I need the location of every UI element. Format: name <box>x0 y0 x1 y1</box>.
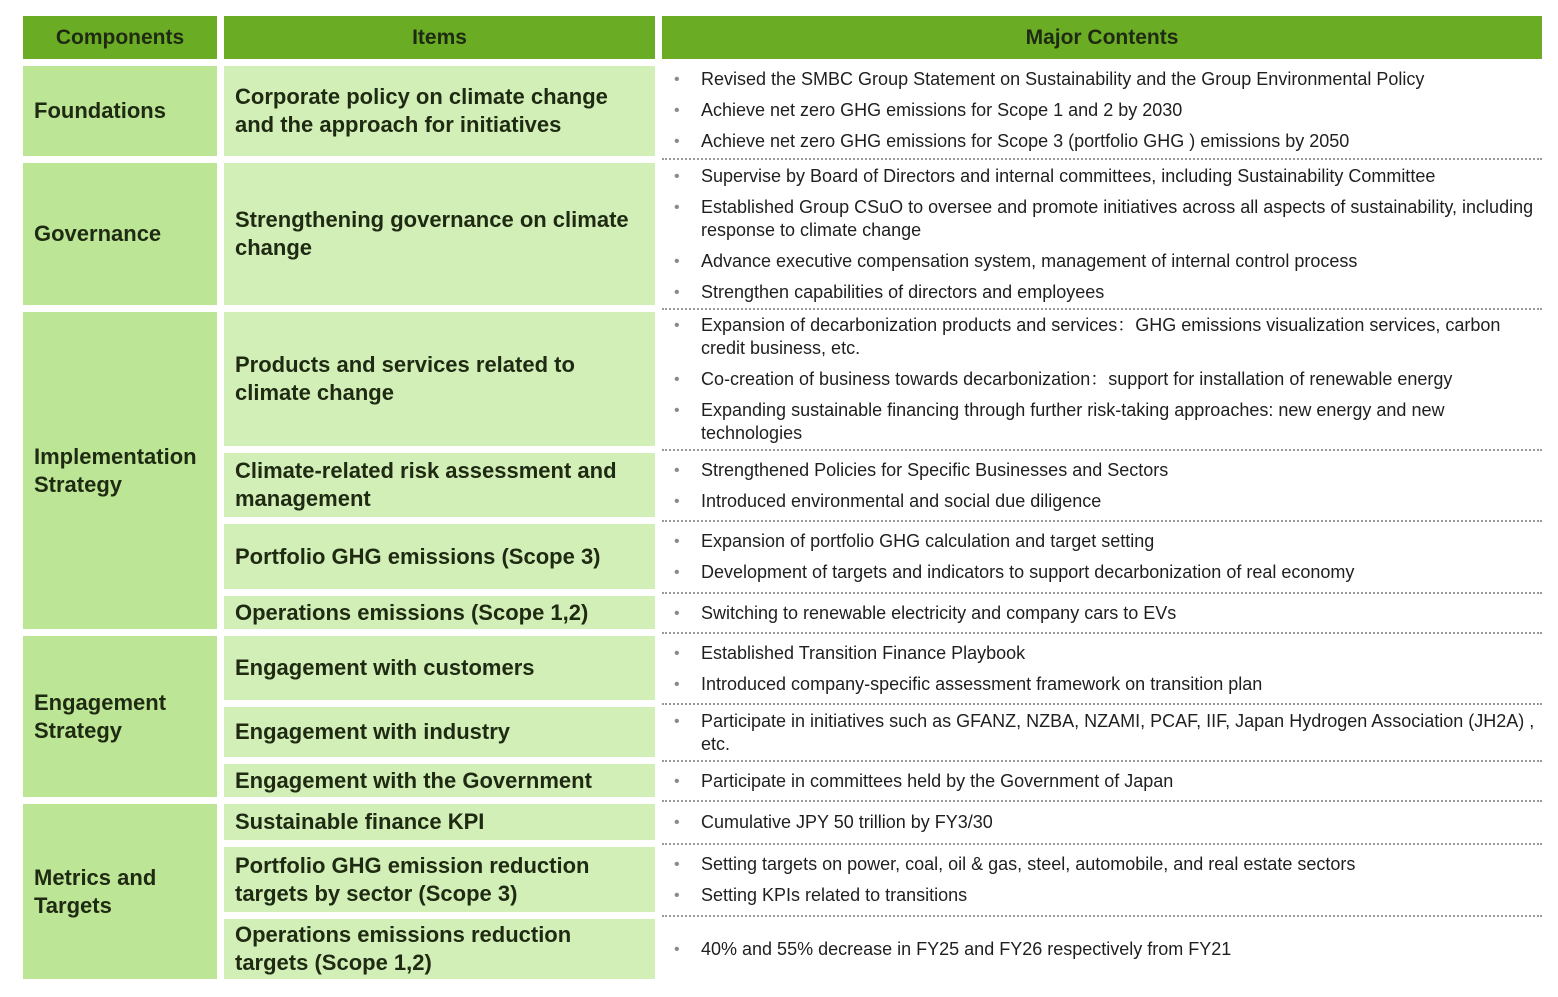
item-label: Portfolio GHG emission reduction targets by sector (Scope 3) <box>235 852 590 906</box>
content-bullet: • Strengthen capabilities of directors and employees <box>674 281 1105 302</box>
contents-engagement-customers <box>662 634 1542 705</box>
content-bullet: • Cumulative JPY 50 trillion by FY3/30 <box>674 812 993 832</box>
contents-operations-emissions <box>662 594 1542 634</box>
bullet-icon: • <box>674 317 680 334</box>
contents-risk-assessment <box>662 451 1542 522</box>
content-bullet: • Established Group CSuO to oversee and promote initiatives across all aspects of sustainability, including response to climate change <box>674 196 1534 240</box>
bullet-icon: • <box>674 644 680 662</box>
bullet-icon: • <box>674 772 680 790</box>
component-metrics-and-targets <box>23 804 217 979</box>
item-label: Portfolio GHG emissions (Scope 3) <box>235 543 601 569</box>
item-risk-assessment <box>224 453 655 517</box>
content-bullet: • Introduced environmental and social due diligence <box>674 490 1102 511</box>
component-engagement-strategy <box>23 636 217 797</box>
item-label: Operations emissions reduction targets (Scope 1,2) <box>235 922 572 975</box>
item-portfolio-ghg <box>224 524 655 589</box>
item-label: Operations emissions (Scope 1,2) <box>235 599 589 625</box>
bullet-icon: • <box>674 198 680 216</box>
bullet-icon: • <box>674 564 680 581</box>
item-label: Climate-related risk assessment and management <box>235 458 617 511</box>
bullet-icon: • <box>674 402 680 419</box>
content-bullet: • Revised the SMBC Group Statement on Sustainability and the Group Environmental Policy <box>674 68 1425 89</box>
item-engagement-industry <box>224 707 655 757</box>
item-label: Engagement with customers <box>235 655 535 680</box>
item-corporate-policy <box>224 66 655 156</box>
content-bullet: • Advance executive compensation system, management of internal control process <box>674 250 1358 271</box>
contents-engagement-industry <box>662 705 1542 762</box>
contents-portfolio-ghg <box>662 522 1542 594</box>
bullet-icon: • <box>674 461 680 479</box>
contents-sustainable-finance-kpi <box>662 802 1542 845</box>
component-foundations <box>23 66 217 156</box>
contents-operations-reduction-targets <box>662 917 1542 981</box>
bullet-icon: • <box>674 712 680 730</box>
component-label: Engagement Strategy <box>34 689 167 743</box>
item-engagement-customers <box>224 636 655 700</box>
item-operations-reduction-targets <box>224 919 655 979</box>
component-label: Implementation Strategy <box>34 443 197 497</box>
bullet-icon: • <box>674 887 680 904</box>
content-bullet: • Setting targets on power, coal, oil & gas, steel, automobile, and real estate sectors <box>674 854 1356 874</box>
contents-products-services <box>662 310 1542 451</box>
bullet-icon: • <box>674 132 680 150</box>
bullet-icon: • <box>674 533 680 550</box>
contents-engagement-government <box>662 762 1542 802</box>
item-engagement-government <box>224 764 655 797</box>
component-label: Metrics and Targets <box>34 864 157 918</box>
content-bullet: • Expansion of portfolio GHG calculation and target setting <box>674 531 1155 551</box>
bullet-icon: • <box>674 167 680 185</box>
item-label: Engagement with the Government <box>235 767 592 793</box>
content-bullet: • Expanding sustainable financing through further risk-taking approaches: new energy and new technologies <box>674 400 1445 443</box>
item-label: Products and services related to climate change <box>235 352 575 405</box>
bullet-icon: • <box>674 101 680 119</box>
component-implementation-strategy <box>23 312 217 629</box>
component-governance <box>23 163 217 305</box>
bullet-icon: • <box>674 856 680 873</box>
item-operations-emissions <box>224 596 655 629</box>
item-label: Strengthening governance on climate change <box>235 207 629 260</box>
bullet-icon: • <box>674 675 680 693</box>
contents-governance <box>662 160 1542 310</box>
item-products-services <box>224 312 655 446</box>
content-bullet: • Strengthened Policies for Specific Businesses and Sectors <box>674 459 1169 480</box>
bullet-icon: • <box>674 252 680 270</box>
component-label: Foundations <box>34 98 166 123</box>
bullet-icon: • <box>674 371 680 388</box>
content-bullet: • Participate in committees held by the Government of Japan <box>674 770 1174 791</box>
content-bullet: • Expansion of decarbonization products and services：GHG emissions visualization services, carbon credit business, etc. <box>674 315 1501 358</box>
content-bullet: • Achieve net zero GHG emissions for Scope 3 (portfolio GHG ) emissions by 2050 <box>674 130 1350 151</box>
content-bullet: • Setting KPIs related to transitions <box>674 885 968 905</box>
bullet-icon: • <box>674 283 680 301</box>
content-bullet: • Supervise by Board of Directors and internal committees, including Sustainability Committee <box>674 165 1436 186</box>
bullet-icon: • <box>674 70 680 88</box>
component-label: Governance <box>34 221 162 246</box>
bullet-icon: • <box>674 604 680 622</box>
item-label: Engagement with industry <box>235 719 511 744</box>
header-major-contents: Major Contents <box>662 16 1542 59</box>
header-items: Items <box>224 16 655 59</box>
content-bullet: • 40% and 55% decrease in FY25 and FY26 respectively from FY21 <box>674 938 1232 959</box>
item-label: Sustainable finance KPI <box>235 809 485 834</box>
bullet-icon: • <box>674 492 680 510</box>
header-components: Components <box>23 16 217 59</box>
content-bullet: • Development of targets and indicators to support decarbonization of real economy <box>674 562 1355 582</box>
content-bullet: • Co-creation of business towards decarbonization：support for installation of renewable energy <box>674 369 1453 389</box>
content-bullet: • Switching to renewable electricity and company cars to EVs <box>674 602 1177 623</box>
content-bullet: • Established Transition Finance Playbook <box>674 642 1026 663</box>
bullet-icon: • <box>674 814 680 831</box>
content-bullet: • Participate in initiatives such as GFANZ, NZBA, NZAMI, PCAF, IIF, Japan Hydrogen Association (JH2A) , etc. <box>674 710 1535 754</box>
item-sustainable-finance-kpi <box>224 804 655 840</box>
item-strengthening-governance <box>224 163 655 305</box>
bullet-icon: • <box>674 940 680 958</box>
item-label: Corporate policy on climate change and the approach for initiatives <box>235 84 608 137</box>
content-bullet: • Introduced company-specific assessment framework on transition plan <box>674 673 1263 694</box>
contents-corporate-policy <box>662 62 1542 160</box>
contents-portfolio-reduction-targets <box>662 845 1542 917</box>
item-portfolio-reduction-targets <box>224 847 655 912</box>
content-bullet: • Achieve net zero GHG emissions for Scope 1 and 2 by 2030 <box>674 99 1183 120</box>
